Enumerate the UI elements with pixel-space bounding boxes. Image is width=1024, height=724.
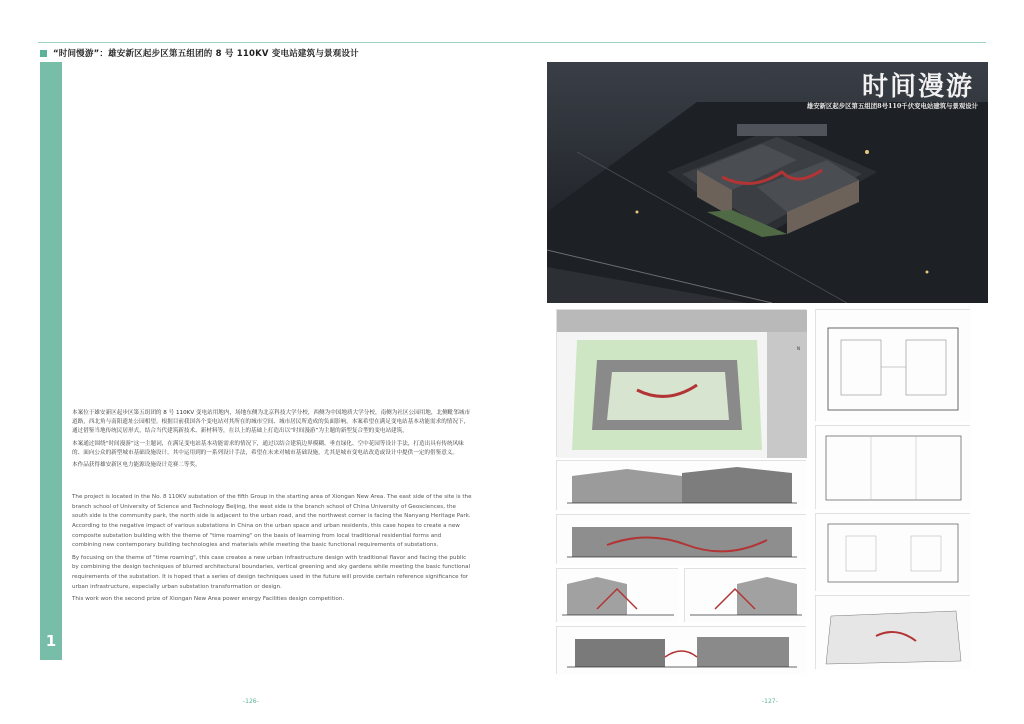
section-sheet-1 [556,568,678,622]
floor-plan-drawing-1 [816,310,971,422]
description-column [72,409,472,608]
elevation-sheet-2 [556,514,806,564]
section-drawing-2 [685,569,807,623]
roof-plan-sheet [815,595,970,669]
roof-plan-drawing [816,596,971,670]
floor-plan-drawing-2 [816,426,971,510]
page-title: “时间慢游”：雄安新区起步区第五组团的 8 号 110KV 变电站建筑与景观设计 [53,49,359,59]
floor-plan-sheet-2 [815,425,970,509]
description-zh-1: 本案位于雄安新区起步区第五组团的 8 号 110KV 变电站用地内，场地东侧为北京科技大学分校，西侧为中国地质大学分校，南侧为社区公园用地，北侧毗邻城市道路，西北角与南阳遗址公园相望。根据目前我国各个变电站对其所在的城市空间、城市居民所造成的负面影响，本案希望在满足变电站基本功能需求的情况下，通过借鉴当地传统民居形式，结合当代建筑新技术、新材料等，在以上的基础上打造出以“时间漫游”为主题的新型复合型的变电站建筑。 [72,410,471,435]
floor-plan-drawing-3 [816,514,971,592]
elevation-sheet-1 [556,460,806,510]
description-zh-3: 本作品获得雄安新区电力能源设施设计竞赛二等奖。 [72,462,201,469]
side-bar [40,62,62,660]
description-en-2: By focusing on the theme of "time roaming", this case creates a new urban infrastructure design with traditional flavor and facing the public by combining the design techniques of blurred architectural boundaries, vertical greening and sky gardens while meeting the basic functional requirements of the substation. It is hoped that a series of design techniques used in the future will provide certain reference significance for urban infrastructure, especially urban substation transformation or design. [72,554,471,590]
header-square-icon [40,50,47,57]
section-sheet-2 [684,568,806,622]
section-sheet-3 [556,626,806,674]
section-drawing-1 [557,569,679,623]
svg-text:N: N [797,346,800,351]
floor-plan-sheet-3 [815,513,970,591]
site-plan-sheet [556,309,806,457]
section-drawing-3 [557,627,807,675]
site-plan-drawing [557,310,807,458]
top-rule [38,42,986,43]
rendering-title: 时间漫游 [861,72,974,102]
description-en-3: This work won the second prize of Xiongan New Area power energy Facilities design competition. [72,596,345,603]
page-header [40,47,359,59]
elevation-drawing-1 [557,461,807,511]
description-zh-2: 本案通过围绕“时间漫游”这一主题词，在满足变电站基本功能需求的情况下，通过以结合建筑边界模糊、垂直绿化、空中花园等设计手法，打造出具有传统风味的、面向公众的新型城市基础设施设计。其中运用到的一系列设计手法，希望在未来对城市基础设施，尤其是城市变电站改造或设计中提供一定的借鉴意义。 [72,440,464,456]
aerial-night-rendering [547,62,988,303]
rendering-subtitle: 雄安新区起步区第五组团8号110千伏变电站建筑与景观设计 [806,102,978,110]
elevation-drawing-2 [557,515,807,565]
page-number-left: -126- [243,698,259,705]
section-number: 1 [45,632,57,650]
description-en-1: The project is located in the No. 8 110KV substation of the fifth Group in the starting area of Xiongan New Area. The east side of the site is the branch school of University of Science and Technology Beijing, the west side is the branch school of China University of Geosciences, the south side is the community park, the north side is adjacent to the urban road, and the northwest corner is facing the Nanyang Heritage Park. According to the negative impact of various substations in China on the urban space and urban residents, this case hopes to create a new composite substation building with the theme of "time roaming" on the basis of learning from local traditional residential forms and combining new contemporary building technologies and materials while meeting the basic functional requirements of substations. [72,494,472,549]
floor-plan-sheet-1 [815,309,970,421]
page-number-right: -127- [762,698,778,705]
